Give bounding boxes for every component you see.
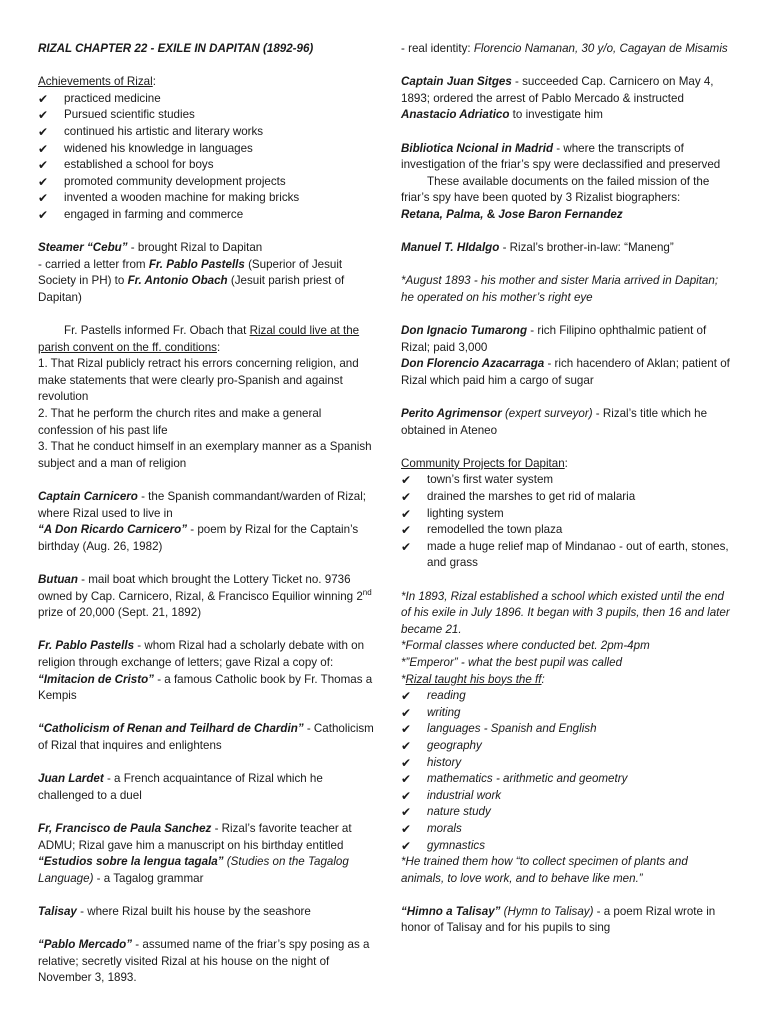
subjects-list [401, 688, 733, 854]
list-item [38, 91, 376, 108]
checkmark-icon: ✔ [401, 689, 412, 704]
checkmark-icon: ✔ [401, 772, 412, 787]
list-item [401, 539, 733, 572]
entry-himno: “Himno a Talisay” (Hymn to Talisay) - a poem Rizal wrote in honor of Talisay and for his pupils to sing [401, 904, 716, 935]
note-school: *In 1893, Rizal established a school which existed until the end of his exile in July 1896. It began with 3 pupils, then 16 and later became 21. [401, 589, 730, 636]
entry-available-documents: These available documents on the failed mission of the friar’s spy have been quoted by 3 Rizalist biographers: [401, 174, 710, 205]
community-list [401, 472, 733, 572]
entry-biographers: Retana, Palma, & Jose Baron Fernandez [401, 207, 623, 221]
entry-tumarong: Don Ignacio Tumarong - rich Filipino ophthalmic patient of Rizal; paid 3,000 [401, 324, 707, 354]
chapter-title: RIZAL CHAPTER 22 - EXILE IN DAPITAN (1892-96) [38, 42, 314, 55]
checkmark-icon: ✔ [38, 207, 49, 222]
list-item [401, 522, 733, 539]
list-item-text: geography [427, 738, 482, 752]
community-heading: Community Projects for Dapitan: [401, 456, 568, 470]
entry-sanchez: Fr, Francisco de Paula Sanchez - Rizal’s favorite teacher at ADMU; Rizal gave him a manuscript on his birthday entitled [38, 821, 352, 852]
list-item [401, 771, 733, 788]
checkmark-icon: ✔ [401, 805, 412, 820]
list-item [38, 174, 376, 191]
entry-imitacion: “Imitacion de Cristo” - a famous Catholic book by Fr. Thomas a Kempis [38, 672, 373, 703]
list-item [401, 489, 733, 506]
list-item [38, 190, 376, 207]
entry-poem-carnicero: “A Don Ricardo Carnicero” - poem by Rizal for the Captain’s birthday (Aug. 26, 1982) [38, 523, 359, 553]
list-item-text: town’s first water system [427, 473, 554, 487]
list-item-text: industrial work [427, 788, 502, 802]
checkmark-icon: ✔ [401, 722, 412, 737]
list-item [401, 506, 733, 523]
entry-carnicero: Captain Carnicero - the Spanish commandant/warden of Rizal; where Rizal used to live in [38, 490, 367, 520]
condition-2: 2. That he perform the church rites and make a general confession of his past life [38, 407, 322, 437]
list-item-text: engaged in farming and commerce [64, 207, 244, 221]
checkmark-icon: ✔ [38, 124, 49, 139]
list-item-text: gymnastics [427, 838, 485, 852]
list-item-text: Pursued scientific studies [64, 108, 195, 122]
list-item-text: lighting system [427, 506, 504, 520]
list-item [401, 838, 733, 855]
list-item [401, 804, 733, 821]
checkmark-icon: ✔ [38, 191, 49, 206]
checkmark-icon: ✔ [401, 788, 412, 803]
note-trained: *He trained them how “to collect specimen of plants and animals, to love work, and to behave like men.” [401, 855, 688, 885]
checkmark-icon: ✔ [401, 523, 412, 538]
list-item-text: morals [427, 821, 462, 835]
list-item [401, 755, 733, 772]
list-item [38, 141, 376, 158]
list-item [401, 788, 733, 805]
entry-pastells: Fr. Pablo Pastells - whom Rizal had a scholarly debate with on religion through exchange of letters; gave Rizal a copy of: [38, 639, 365, 669]
checkmark-icon: ✔ [401, 705, 412, 720]
list-item-text: established a school for boys [64, 158, 214, 172]
checkmark-icon: ✔ [401, 539, 412, 554]
condition-3: 3. That he conduct himself in an exemplary manner as a Spanish subject and a man of religion [38, 440, 372, 470]
note-august-1893: *August 1893 - his mother and sister Maria arrived in Dapitan; he operated on his mother’s right eye [401, 274, 719, 304]
entry-pablo-mercado: “Pablo Mercado” - assumed name of the friar’s spy posing as a relative; secretly visited Rizal at his house on the night of November 3, 1893. [38, 938, 370, 985]
entry-hidalgo: Manuel T. HIdalgo - Rizal’s brother-in-law: “Maneng” [401, 241, 674, 255]
taught-heading: *Rizal taught his boys the ff: [401, 672, 545, 686]
checkmark-icon: ✔ [401, 506, 412, 521]
checkmark-icon: ✔ [38, 158, 49, 173]
list-item-text: reading [427, 689, 466, 703]
list-item [401, 721, 733, 738]
entry-biblioteca: Bibliotica Ncional in Madrid - where the transcripts of investigation of the friar’s spy were declassified and preserved [401, 141, 721, 172]
checkmark-icon: ✔ [401, 755, 412, 770]
list-item [401, 821, 733, 838]
entry-identity: - real identity: Florencio Namanan, 30 y/o, Cagayan de Misamis [401, 42, 728, 55]
list-item-text: writing [427, 705, 461, 719]
entry-perito: Perito Agrimensor (expert surveyor) - Rizal’s title which he obtained in Ateneo [401, 407, 708, 437]
entry-estudios: “Estudios sobre la lengua tagala” (Studies on the Tagalog Language) - a Tagalog grammar [38, 855, 349, 885]
checkmark-icon: ✔ [401, 473, 412, 488]
right-column [401, 41, 733, 937]
list-item [38, 157, 376, 174]
checkmark-icon: ✔ [401, 738, 412, 753]
entry-informed: Fr. Pastells informed Fr. Obach that Rizal could live at the parish convent on the ff. conditions: [38, 324, 360, 354]
achievements-list [38, 91, 376, 224]
list-item-text: languages - Spanish and English [427, 722, 597, 736]
checkmark-icon: ✔ [38, 91, 49, 106]
list-item-text: made a huge relief map of Mindanao - out of earth, stones, and grass [427, 539, 729, 570]
checkmark-icon: ✔ [401, 821, 412, 836]
list-item-text: nature study [427, 805, 491, 819]
achievements-heading: Achievements of Rizal: [38, 75, 156, 89]
list-item-text: continued his artistic and literary works [64, 124, 264, 138]
list-item [401, 688, 733, 705]
checkmark-icon: ✔ [38, 108, 49, 123]
entry-letter: - carried a letter from Fr. Pablo Pastells (Superior of Jesuit Society in PH) to Fr. Antonio Obach (Jesuit parish priest of Dapitan) [38, 257, 345, 304]
list-item-text: history [427, 755, 462, 769]
list-item [401, 705, 733, 722]
list-item [38, 124, 376, 141]
list-item-text: drained the marshes to get rid of malaria [427, 490, 636, 504]
entry-catholicism: “Catholicism of Renan and Teilhard de Chardin” - Catholicism of Rizal that inquires and enlightens [38, 722, 374, 752]
list-item-text: practiced medicine [64, 91, 161, 105]
note-emperor: *”Emperor” - what the best pupil was called [401, 655, 623, 669]
list-item [38, 207, 376, 224]
entry-talisay: Talisay - where Rizal built his house by the seashore [38, 904, 311, 918]
checkmark-icon: ✔ [38, 174, 49, 189]
list-item-text: widened his knowledge in languages [64, 141, 253, 155]
entry-butuan: Butuan - mail boat which brought the Lottery Ticket no. 9736 owned by Cap. Carnicero, Rizal, & Francisco Equilior winning 2nd prize of 20,000 (Sept. 21, 1892) [38, 573, 372, 620]
checkmark-icon: ✔ [401, 490, 412, 505]
list-item [38, 107, 376, 124]
list-item-text: invented a wooden machine for making bricks [64, 191, 300, 205]
entry-lardet: Juan Lardet - a French acquaintance of Rizal which he challenged to a duel [38, 772, 323, 802]
checkmark-icon: ✔ [401, 838, 412, 853]
entry-cebu: Steamer “Cebu” - brought Rizal to Dapitan [38, 241, 263, 255]
note-classes: *Formal classes where conducted bet. 2pm-4pm [401, 639, 650, 653]
left-column [38, 41, 376, 987]
list-item-text: remodelled the town plaza [427, 523, 563, 537]
list-item [401, 738, 733, 755]
list-item-text: promoted community development projects [64, 174, 286, 188]
list-item [401, 472, 733, 489]
entry-azacarraga: Don Florencio Azacarraga - rich hacendero of Aklan; patient of Rizal which paid him a cargo of sugar [401, 357, 730, 387]
list-item-text: mathematics - arithmetic and geometry [427, 772, 628, 786]
entry-sitges: Captain Juan Sitges - succeeded Cap. Carnicero on May 4, 1893; ordered the arrest of Pablo Mercado & instructed Anastacio Adriatico to investigate him [401, 75, 714, 122]
condition-1: 1. That Rizal publicly retract his errors concerning religion, and make statements that were clearly pro-Spanish and against revolution [38, 357, 359, 404]
checkmark-icon: ✔ [38, 141, 49, 156]
